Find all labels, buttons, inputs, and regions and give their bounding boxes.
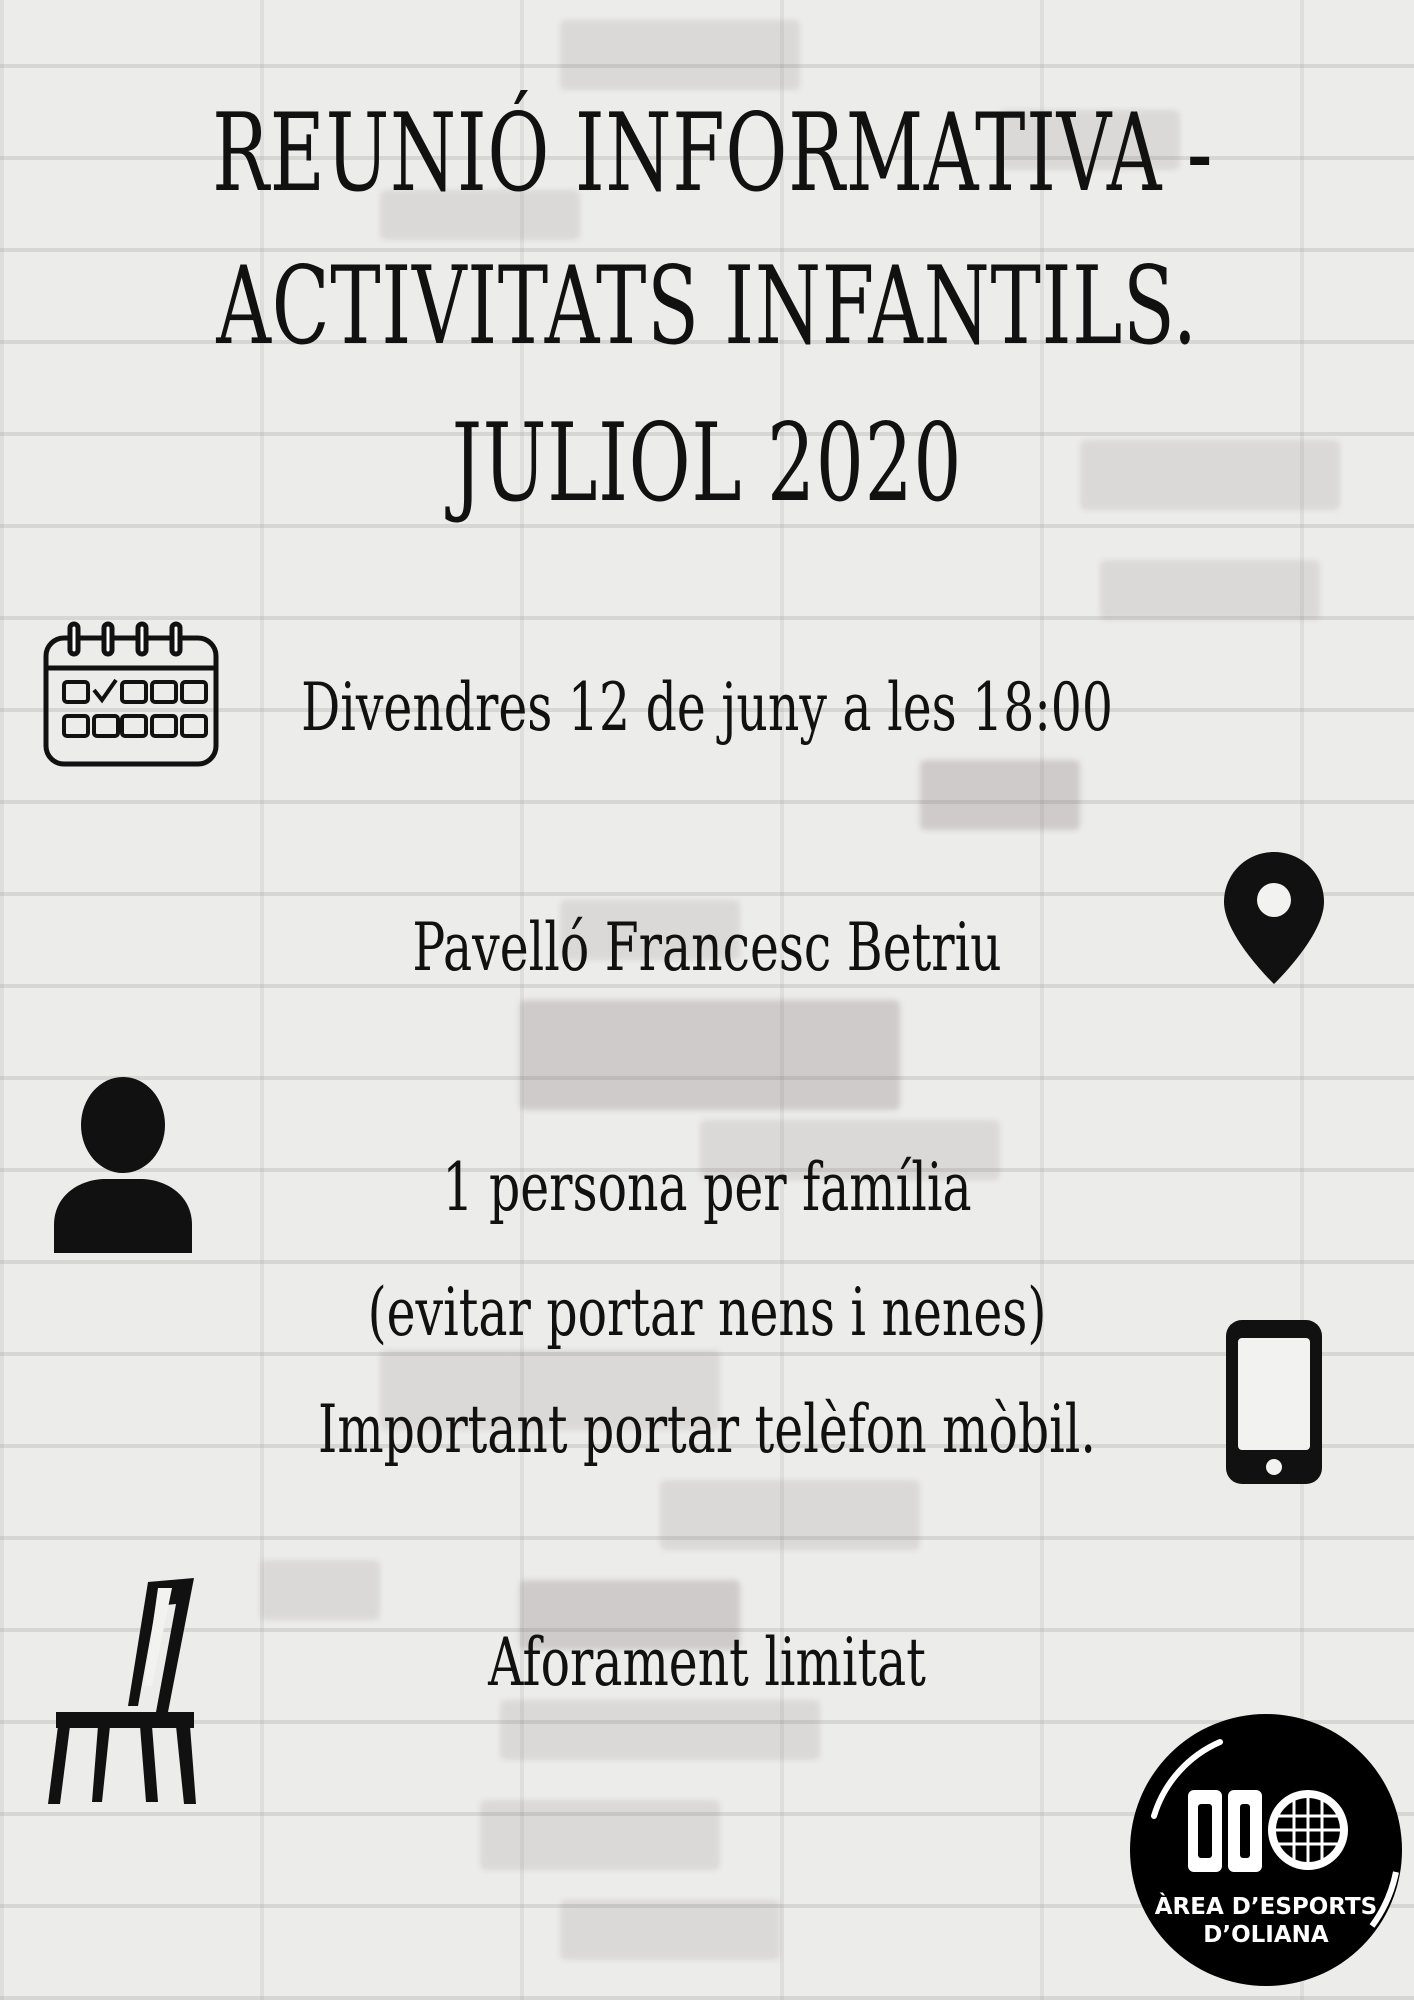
logo-text-line-1: ÀREA D’ESPORTS bbox=[1154, 1894, 1378, 1920]
capacity-text: Aforament limitat bbox=[488, 1624, 926, 1701]
event-location-text: Pavelló Francesc Betriu bbox=[412, 909, 1002, 986]
mobile-phone-icon bbox=[1222, 1316, 1326, 1488]
logo-text-line-2: D’OLIANA bbox=[1203, 1922, 1329, 1948]
attendance-text: 1 persona per família bbox=[442, 1149, 972, 1226]
title-line-3: JULIOL 2020 bbox=[451, 401, 963, 526]
event-date-text: Divendres 12 de juny a les 18:00 bbox=[301, 669, 1113, 746]
title-line-1: REUNIÓ INFORMATIVA - bbox=[212, 91, 1214, 216]
phone-note-text: Important portar telèfon mòbil. bbox=[318, 1391, 1096, 1468]
area-esports-oliana-logo bbox=[1128, 1712, 1404, 1988]
person-icon bbox=[50, 1075, 196, 1255]
children-note-text: (evitar portar nens i nenes) bbox=[367, 1274, 1047, 1351]
location-pin-icon bbox=[1222, 850, 1326, 986]
title-line-2: ACTIVITATS INFANTILS. bbox=[216, 244, 1198, 369]
chair-icon bbox=[48, 1576, 198, 1806]
